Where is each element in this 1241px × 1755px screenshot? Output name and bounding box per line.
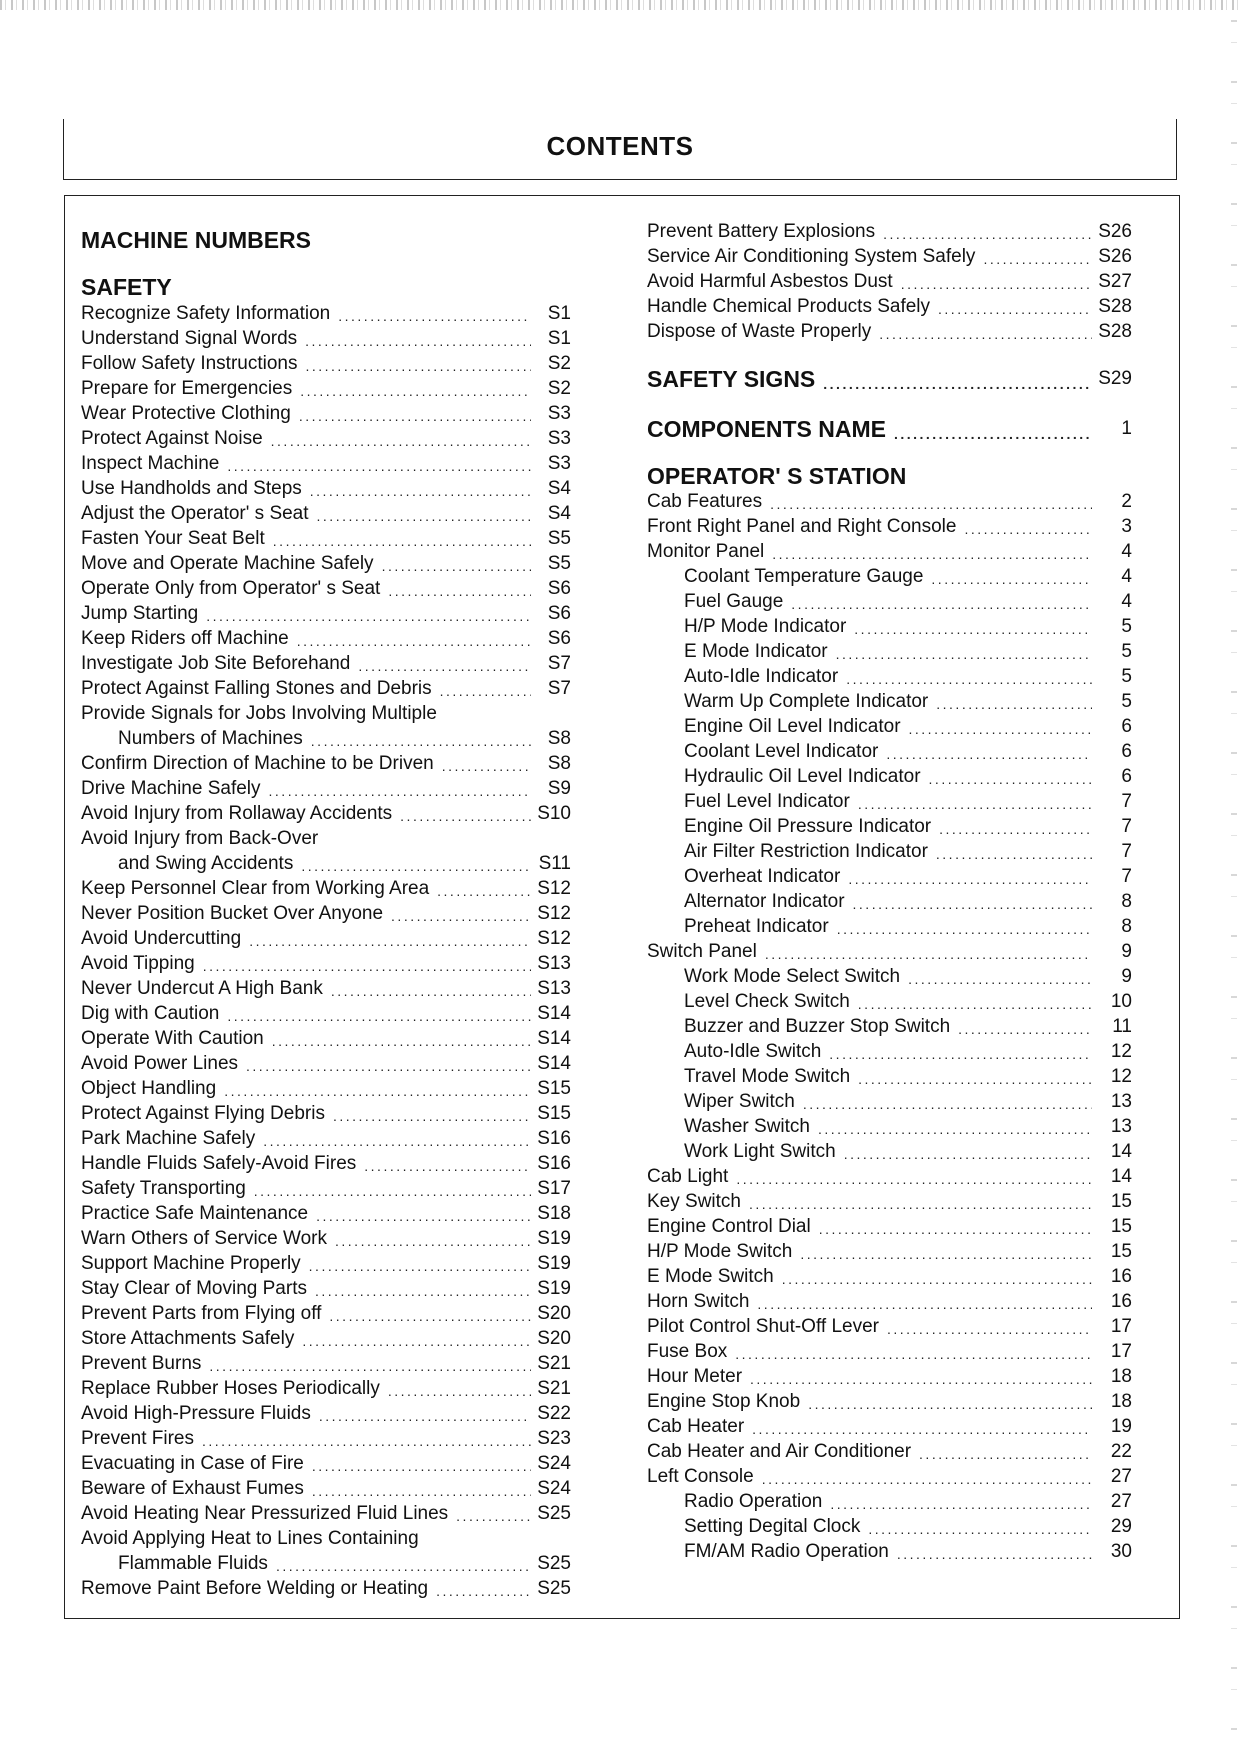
toc-entry[interactable]: Dispose of Waste Properly ..... S28 [647, 319, 1132, 344]
toc-entry[interactable]: Stay Clear of Moving Parts ..... S19 [81, 1276, 571, 1301]
toc-entry[interactable]: Protect Against Noise ..... S3 [81, 426, 571, 451]
toc-entry[interactable]: Prevent Burns ..... S21 [81, 1351, 571, 1376]
section-safety: SAFETY [81, 274, 172, 300]
toc-entry[interactable]: Cab Light ..... 14 [647, 1164, 1132, 1189]
toc-entry[interactable]: Hour Meter ..... 18 [647, 1364, 1132, 1389]
toc-entry[interactable]: Fuse Box ..... 17 [647, 1339, 1132, 1364]
section-components-name[interactable]: COMPONENTS NAME ..... 1 [647, 414, 1132, 444]
toc-entry[interactable]: Engine Oil Pressure Indicator ..... 7 [647, 814, 1132, 839]
toc-entry[interactable]: Numbers of Machines ..... S8 [81, 726, 571, 751]
toc-entry[interactable]: Flammable Fluids ..... S25 [81, 1551, 571, 1576]
toc-entry[interactable]: Protect Against Falling Stones and Debris ..... S7 [81, 676, 571, 701]
toc-entry[interactable]: Avoid Injury from Rollaway Accidents ..... S10 [81, 801, 571, 826]
toc-entry[interactable]: Store Attachments Safely ..... S20 [81, 1326, 571, 1351]
toc-entry[interactable]: Level Check Switch ..... 10 [647, 989, 1132, 1014]
toc-entry[interactable]: Avoid Tipping ..... S13 [81, 951, 571, 976]
toc-entry[interactable]: Understand Signal Words ..... S1 [81, 326, 571, 351]
toc-entry[interactable]: Avoid Harmful Asbestos Dust ..... S27 [647, 269, 1132, 294]
toc-entry[interactable]: Park Machine Safely ..... S16 [81, 1126, 571, 1151]
toc-entry[interactable]: Fasten Your Seat Belt ..... S5 [81, 526, 571, 551]
toc-entry[interactable]: Handle Fluids Safely-Avoid Fires ..... S16 [81, 1151, 571, 1176]
toc-entry[interactable]: Engine Stop Knob ..... 18 [647, 1389, 1132, 1414]
toc-entry[interactable]: Alternator Indicator ..... 8 [647, 889, 1132, 914]
toc-entry[interactable]: Coolant Level Indicator ..... 6 [647, 739, 1132, 764]
toc-entry[interactable]: Front Right Panel and Right Console ..... 3 [647, 514, 1132, 539]
toc-entry[interactable]: Travel Mode Switch ..... 12 [647, 1064, 1132, 1089]
toc-entry[interactable]: Cab Features ..... 2 [647, 489, 1132, 514]
toc-entry[interactable]: and Swing Accidents ..... S11 [81, 851, 571, 876]
toc-entry[interactable]: H/P Mode Switch ..... 15 [647, 1239, 1132, 1264]
toc-entry[interactable]: Auto-Idle Switch ..... 12 [647, 1039, 1132, 1064]
section-operators-station: OPERATOR' S STATION [647, 463, 907, 489]
toc-entry[interactable]: Confirm Direction of Machine to be Driven ..... S8 [81, 751, 571, 776]
toc-entry[interactable]: Engine Oil Level Indicator ..... 6 [647, 714, 1132, 739]
toc-entry[interactable]: Warn Others of Service Work ..... S19 [81, 1226, 571, 1251]
toc-entry[interactable]: Pilot Control Shut-Off Lever ..... 17 [647, 1314, 1132, 1339]
toc-entry[interactable]: Operate With Caution ..... S14 [81, 1026, 571, 1051]
toc-entry[interactable]: Replace Rubber Hoses Periodically ..... S21 [81, 1376, 571, 1401]
toc-entry[interactable]: Practice Safe Maintenance ..... S18 [81, 1201, 571, 1226]
toc-entry[interactable]: Work Light Switch ..... 14 [647, 1139, 1132, 1164]
toc-entry-continued: Avoid Injury from Back-Over [81, 828, 319, 849]
toc-entry[interactable]: Radio Operation ..... 27 [647, 1489, 1132, 1514]
toc-entry[interactable]: Dig with Caution ..... S14 [81, 1001, 571, 1026]
page-title: CONTENTS [546, 131, 694, 161]
section-machine-numbers: MACHINE NUMBERS [81, 227, 311, 253]
toc-entry[interactable]: FM/AM Radio Operation ..... 30 [647, 1539, 1132, 1564]
toc-entry[interactable]: Avoid Power Lines ..... S14 [81, 1051, 571, 1076]
toc-entry[interactable]: Recognize Safety Information ..... S1 [81, 301, 571, 326]
toc-entry[interactable]: Drive Machine Safely ..... S9 [81, 776, 571, 801]
toc-entry[interactable]: Cab Heater ..... 19 [647, 1414, 1132, 1439]
toc-entry[interactable]: Prepare for Emergencies ..... S2 [81, 376, 571, 401]
toc-entry[interactable]: Safety Transporting ..... S17 [81, 1176, 571, 1201]
toc-entry[interactable]: Fuel Gauge ..... 4 [647, 589, 1132, 614]
toc-entry[interactable]: Coolant Temperature Gauge ..... 4 [647, 564, 1132, 589]
toc-entry[interactable]: Object Handling ..... S15 [81, 1076, 571, 1101]
toc-entry[interactable]: Engine Control Dial ..... 15 [647, 1214, 1132, 1239]
toc-entry-continued: Provide Signals for Jobs Involving Multiple [81, 703, 437, 724]
toc-entry[interactable]: Prevent Battery Explosions ..... S26 [647, 219, 1132, 244]
toc-entry[interactable]: Fuel Level Indicator ..... 7 [647, 789, 1132, 814]
toc-entry[interactable]: H/P Mode Indicator ..... 5 [647, 614, 1132, 639]
toc-entry[interactable]: Handle Chemical Products Safely ..... S28 [647, 294, 1132, 319]
toc-entry[interactable]: Warm Up Complete Indicator ..... 5 [647, 689, 1132, 714]
toc-entry[interactable]: Jump Starting ..... S6 [81, 601, 571, 626]
toc-entry[interactable]: Protect Against Flying Debris ..... S15 [81, 1101, 571, 1126]
toc-entry[interactable]: Wear Protective Clothing ..... S3 [81, 401, 571, 426]
toc-entry[interactable]: Wiper Switch ..... 13 [647, 1089, 1132, 1114]
toc-entry[interactable]: Hydraulic Oil Level Indicator ..... 6 [647, 764, 1132, 789]
toc-entry[interactable]: Move and Operate Machine Safely ..... S5 [81, 551, 571, 576]
scan-edge-noise-right [1231, 20, 1237, 1740]
toc-entry[interactable]: Preheat Indicator ..... 8 [647, 914, 1132, 939]
toc-entry[interactable]: Use Handholds and Steps ..... S4 [81, 476, 571, 501]
toc-entry[interactable]: Evacuating in Case of Fire ..... S24 [81, 1451, 571, 1476]
toc-entry[interactable]: Horn Switch ..... 16 [647, 1289, 1132, 1314]
toc-entry-continued: Avoid Applying Heat to Lines Containing [81, 1528, 419, 1549]
toc-entry[interactable]: Left Console ..... 27 [647, 1464, 1132, 1489]
toc-entry[interactable]: Auto-Idle Indicator ..... 5 [647, 664, 1132, 689]
toc-entry[interactable]: Operate Only from Operator' s Seat ..... S6 [81, 576, 571, 601]
toc-entry[interactable]: Buzzer and Buzzer Stop Switch ..... 11 [647, 1014, 1132, 1039]
toc-entry[interactable]: Monitor Panel ..... 4 [647, 539, 1132, 564]
toc-entry[interactable]: Inspect Machine ..... S3 [81, 451, 571, 476]
toc-entry[interactable]: Washer Switch ..... 13 [647, 1114, 1132, 1139]
scan-edge-noise-top [0, 0, 1241, 10]
toc-entry[interactable]: Remove Paint Before Welding or Heating ..... S25 [81, 1576, 571, 1601]
toc-entry[interactable]: Air Filter Restriction Indicator ..... 7 [647, 839, 1132, 864]
toc-entry[interactable]: Avoid Heating Near Pressurized Fluid Lines ..... S25 [81, 1501, 571, 1526]
toc-entry[interactable]: Keep Riders off Machine ..... S6 [81, 626, 571, 651]
right-column [647, 219, 1132, 1564]
toc-entry[interactable]: Switch Panel ..... 9 [647, 939, 1132, 964]
toc-entry[interactable]: Setting Degital Clock ..... 29 [647, 1514, 1132, 1539]
section-safety-signs[interactable]: SAFETY SIGNS ..... S29 [647, 364, 1132, 394]
header-box [63, 119, 1177, 180]
toc-entry[interactable]: Prevent Parts from Flying off ..... S20 [81, 1301, 571, 1326]
toc-entry[interactable]: Never Position Bucket Over Anyone ..... S12 [81, 901, 571, 926]
toc-entry[interactable]: Work Mode Select Switch ..... 9 [647, 964, 1132, 989]
toc-entry[interactable]: Adjust the Operator' s Seat ..... S4 [81, 501, 571, 526]
toc-entry[interactable]: Beware of Exhaust Fumes ..... S24 [81, 1476, 571, 1501]
toc-entry[interactable]: Overheat Indicator ..... 7 [647, 864, 1132, 889]
toc-entry[interactable]: Never Undercut A High Bank ..... S13 [81, 976, 571, 1001]
toc-entry[interactable]: Avoid High-Pressure Fluids ..... S22 [81, 1401, 571, 1426]
toc-entry[interactable]: Keep Personnel Clear from Working Area ..... S12 [81, 876, 571, 901]
toc-entry[interactable]: Prevent Fires ..... S23 [81, 1426, 571, 1451]
toc-entry[interactable]: Investigate Job Site Beforehand ..... S7 [81, 651, 571, 676]
toc-entry[interactable]: E Mode Indicator ..... 5 [647, 639, 1132, 664]
toc-entry[interactable]: Service Air Conditioning System Safely ..... S26 [647, 244, 1132, 269]
toc-entry[interactable]: Key Switch ..... 15 [647, 1189, 1132, 1214]
toc-entry[interactable]: Follow Safety Instructions ..... S2 [81, 351, 571, 376]
toc-entry[interactable]: Cab Heater and Air Conditioner ..... 22 [647, 1439, 1132, 1464]
toc-entry[interactable]: E Mode Switch ..... 16 [647, 1264, 1132, 1289]
toc-entry[interactable]: Avoid Undercutting ..... S12 [81, 926, 571, 951]
toc-entry[interactable]: Support Machine Properly ..... S19 [81, 1251, 571, 1276]
left-column [81, 228, 571, 1601]
